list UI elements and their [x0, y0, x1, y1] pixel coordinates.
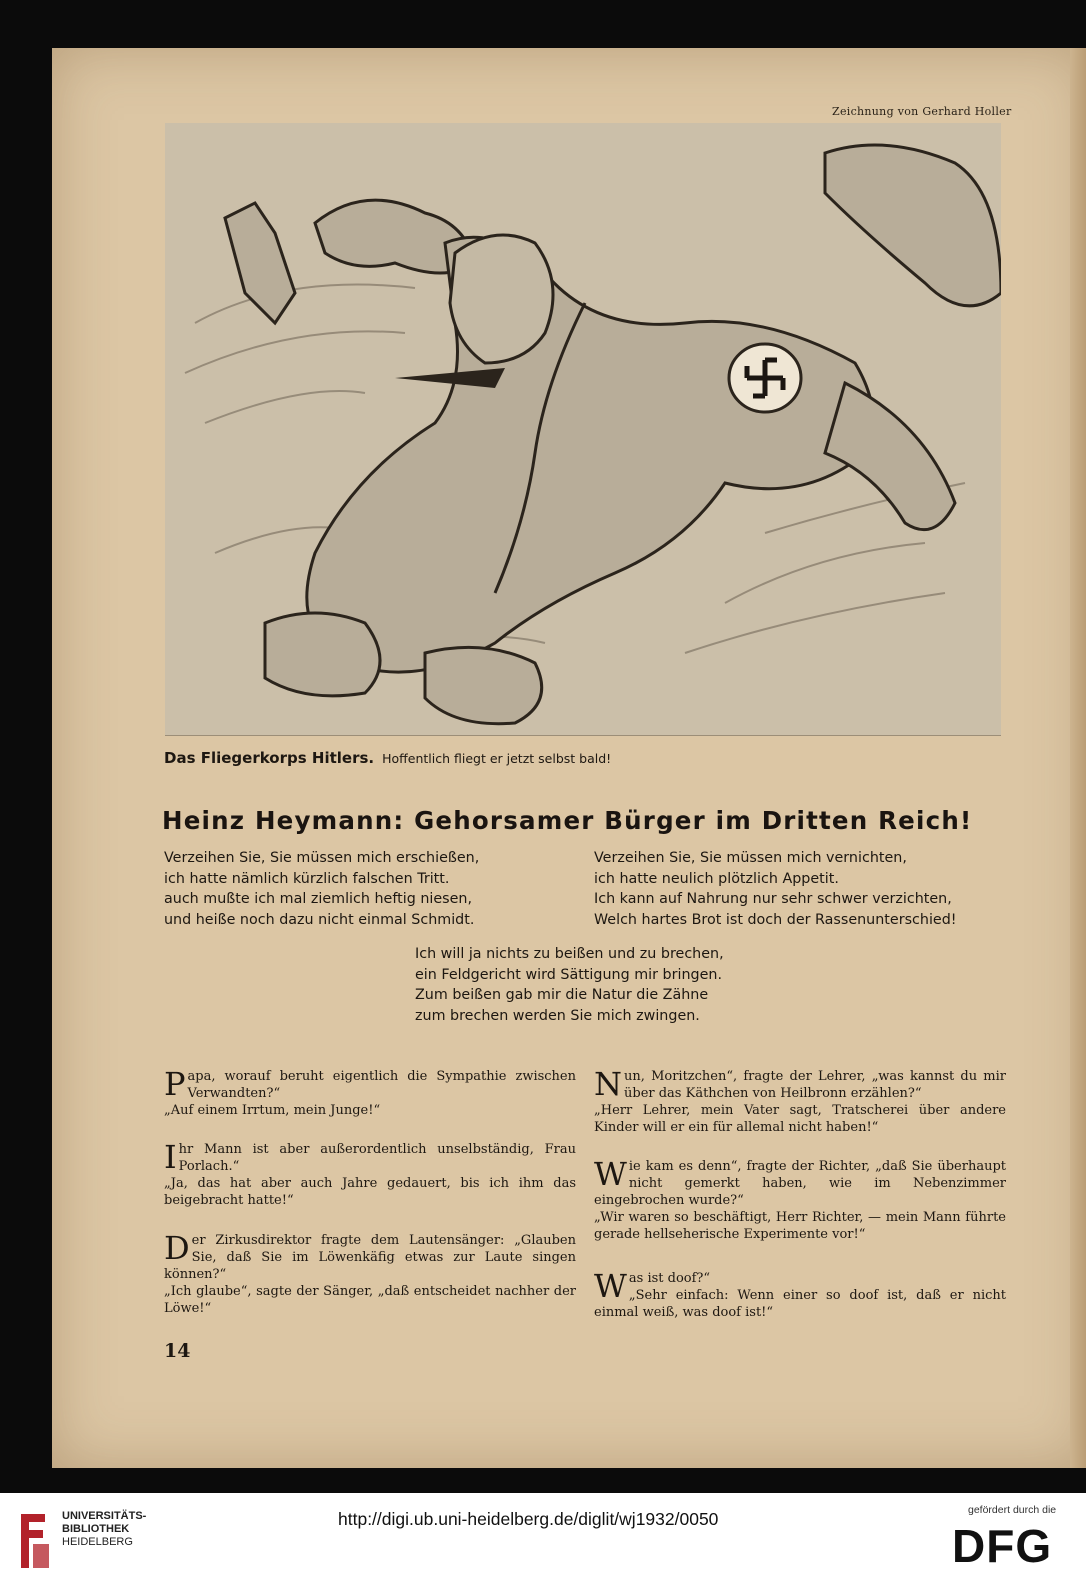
joke-item: [594, 1065, 1006, 1136]
drop-cap: I: [164, 1138, 177, 1176]
page-number: 14: [164, 1340, 191, 1362]
cartoon-illustration: [165, 123, 1001, 736]
drop-cap: N: [594, 1065, 622, 1103]
joke-reply: „Wir waren so beschäftigt, Herr Richter, — mein Mann führte gerade hellseherische Experimente vor!“: [594, 1210, 1006, 1242]
joke-lead: er Zirkusdirektor fragte dem Lautensänger: „Glauben Sie, daß Sie im Löwenkäfig etwas zur Laute singen können?“: [164, 1233, 576, 1282]
verse-middle: [415, 944, 724, 1026]
sponsor-label: gefördert durch die: [968, 1504, 1057, 1516]
poem-headline: Heinz Heymann: Gehorsamer Bürger im Dritten Reich!: [162, 806, 973, 835]
joke-reply: „Herr Lehrer, mein Vater sagt, Tratscherei über andere Kinder will er ein für allemal nicht haben!“: [594, 1103, 1006, 1135]
viewer-footer: [0, 1493, 1086, 1594]
logo-line: UNIVERSITÄTS-: [62, 1510, 147, 1522]
verse-line: Verzeihen Sie, Sie müssen mich erschießen,: [164, 850, 480, 866]
verse-line: Verzeihen Sie, Sie müssen mich vernichten,: [594, 850, 907, 866]
joke-lead: hr Mann ist aber außerordentlich unselbständig, Frau Porlach.“: [178, 1142, 576, 1174]
caption-title: Das Fliegerkorps Hitlers.: [164, 749, 375, 767]
drop-cap: D: [164, 1229, 190, 1267]
drop-cap: P: [164, 1065, 186, 1103]
joke-lead: apa, worauf beruht eigentlich die Sympathie zwischen Verwandten?“: [187, 1069, 576, 1101]
logo-line: HEIDELBERG: [62, 1536, 133, 1548]
joke-item: [164, 1229, 576, 1317]
university-library-logo-icon[interactable]: [15, 1510, 55, 1572]
dfg-logo[interactable]: DFG: [952, 1520, 1053, 1572]
university-library-name[interactable]: [62, 1510, 146, 1549]
joke-reply: „Auf einem Irrtum, mein Junge!“: [164, 1103, 381, 1118]
permalink-url[interactable]: http://digi.ub.uni-heidelberg.de/diglit/wj1932/0050: [338, 1509, 719, 1529]
joke-item: [594, 1267, 1006, 1321]
cartoon-drawing: [165, 123, 1001, 735]
joke-lead: un, Moritzchen“, fragte der Lehrer, „was kannst du mir über das Käthchen von Heilbronn erzählen?“: [624, 1069, 1006, 1101]
verse-line: ein Feldgericht wird Sättigung mir bringen.: [415, 966, 722, 983]
verse-line: Welch hartes Brot ist doch der Rassenunterschied!: [594, 911, 957, 928]
joke-reply: „Sehr einfach: Wenn einer so doof ist, daß er nicht einmal weiß, was doof ist!“: [594, 1288, 1006, 1320]
joke-item: [594, 1155, 1006, 1243]
verse-left: [164, 848, 479, 930]
verse-line: ich hatte neulich plötzlich Appetit.: [594, 870, 839, 887]
caption-text: Hoffentlich fliegt er jetzt selbst bald!: [382, 751, 612, 766]
drop-cap: W: [594, 1155, 627, 1193]
joke-reply: „Ich glaube“, sagte der Sänger, „daß entscheidet nachher der Löwe!“: [164, 1284, 576, 1316]
illustration-caption: [164, 748, 611, 767]
page-edge: [1070, 48, 1086, 1468]
verse-line: ich hatte nämlich kürzlich falschen Tritt.: [164, 870, 450, 887]
verse-line: Zum beißen gab mir die Natur die Zähne: [415, 987, 709, 1003]
joke-item: [164, 1065, 576, 1119]
verse-line: Ich will ja nichts zu beißen und zu brechen,: [415, 946, 724, 962]
verse-right: [594, 848, 957, 930]
verse-line: auch mußte ich mal ziemlich heftig niesen,: [164, 891, 472, 907]
joke-item: [164, 1138, 576, 1209]
joke-reply: „Ja, das hat aber auch Jahre gedauert, bis ich ihm das beigebracht hatte!“: [164, 1176, 576, 1208]
scanned-page: [52, 48, 1086, 1468]
joke-lead: as ist doof?“: [628, 1271, 711, 1286]
drop-cap: W: [594, 1267, 627, 1305]
verse-line: und heiße noch dazu nicht einmal Schmidt.: [164, 911, 475, 928]
illustration-credit: Zeichnung von Gerhard Holler: [832, 105, 1012, 118]
verse-line: zum brechen werden Sie mich zwingen.: [415, 1007, 700, 1024]
logo-line: BIBLIOTHEK: [62, 1523, 130, 1535]
joke-lead: ie kam es denn“, fragte der Richter, „daß Sie überhaupt nicht gemerkt haben, wie im Nebenzimmer eingebrochen wurde?“: [594, 1159, 1006, 1208]
verse-line: Ich kann auf Nahrung nur sehr schwer verzichten,: [594, 891, 952, 907]
